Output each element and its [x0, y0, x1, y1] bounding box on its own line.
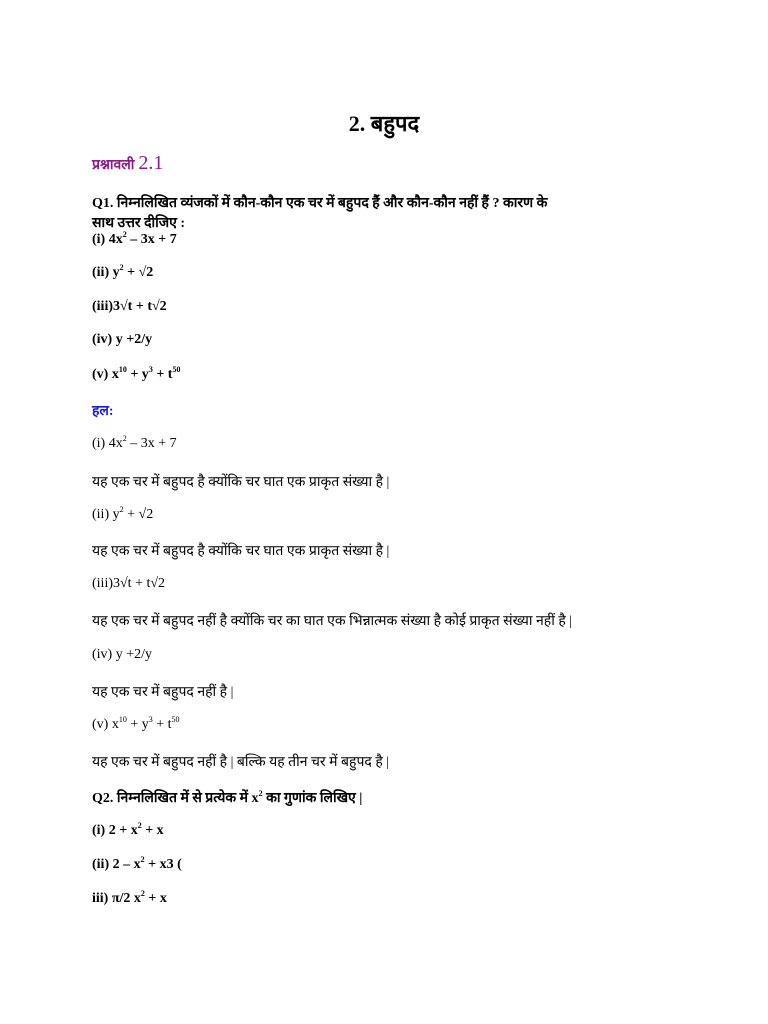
solution-iv-answer: यह एक चर में बहुपद नहीं है | — [92, 685, 234, 700]
q1-line1: Q1. निम्नलिखित व्यंजकों में कौन-कौन एक चर में बहुपद हैं और कौन-कौन नहीं हैं ? कारण के — [92, 196, 548, 211]
q1-item-iii: (iii)3√t + t√2 — [92, 299, 167, 314]
q2-item-ii: (ii) $2 - x^2 + x3$ ( — [92, 855, 182, 872]
solution-iii: (iii)3√t + t√2 — [92, 576, 166, 591]
exercise-word: प्रश्नावली — [92, 158, 135, 173]
q1-item-iv: (iv) y +2/y — [92, 332, 153, 347]
q1-line2: साथ उत्तर दीजिए : — [92, 216, 186, 231]
solution-i-answer: यह एक चर में बहुपद है क्योंकि चर घात एक प्राकृत संख्या है | — [92, 475, 390, 490]
chapter-title: 2. बहुपद — [348, 111, 420, 136]
solution-v: (v) $x^{10} + y^3 + t^{50}$ — [92, 715, 180, 732]
solution-ii: (ii) $y^2 + √2$ — [92, 505, 154, 522]
solution-i: (i) $4x^2 - 3x + 7$ — [92, 434, 177, 451]
q1-item-ii: (ii) $y^2 + √2$ — [92, 263, 154, 280]
q2-heading: Q2. निम्नलिखित में से प्रत्येक में $x^2$ का गुणांक लिखिए | — [92, 789, 363, 806]
solution-iii-answer: यह एक चर में बहुपद नहीं है क्योंकि चर का घात एक भिन्नात्मक संख्या है कोई प्राकृत संख्या नहीं है | — [92, 614, 573, 629]
solution-iv: (iv) y +2/y — [92, 647, 152, 662]
q2-item-iii: iii) π/2 $x^2 + x$ — [92, 889, 167, 906]
q1-item-v: (v) $x^{10} + y^3 + t^{50}$ — [92, 365, 181, 382]
solution-v-answer: यह एक चर में बहुपद नहीं है | बल्कि यह तीन चर में बहुपद है | — [92, 755, 390, 770]
exercise-heading — [92, 152, 163, 175]
q1-item-i: (i) $4x^2 - 3x + 7$ — [92, 230, 177, 247]
q2-item-i: (i) $2 + x^2 + x$ — [92, 821, 164, 838]
solution-label: हल: — [92, 404, 114, 419]
solution-ii-answer: यह एक चर में बहुपद है क्योंकि चर घात एक प्राकृत संख्या है | — [92, 544, 390, 559]
exercise-number: 2.1 — [138, 152, 164, 174]
